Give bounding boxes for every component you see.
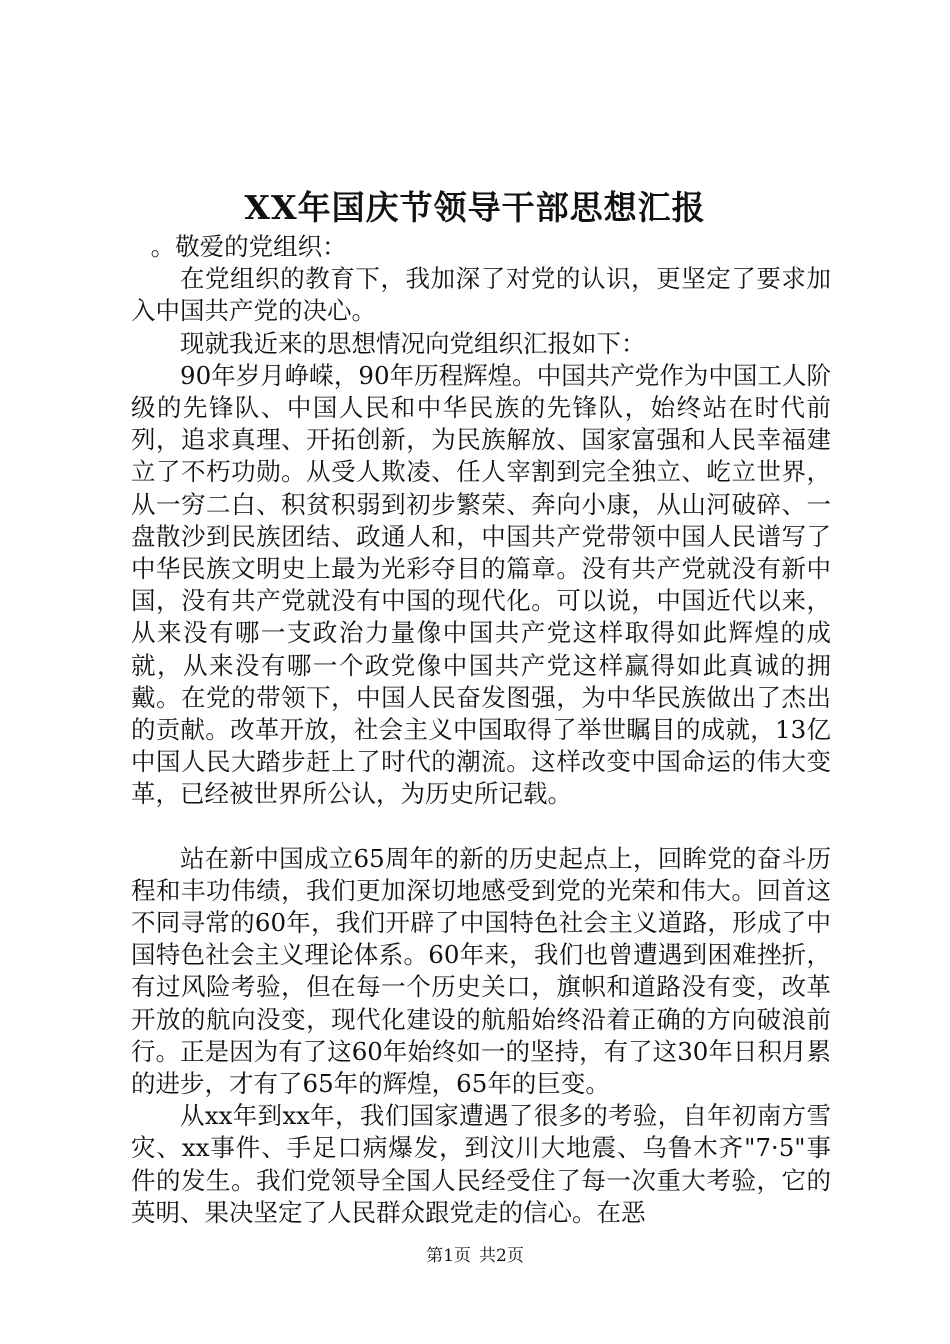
page-footer (0, 1245, 950, 1267)
paragraph-1: 在党组织的教育下，我加深了对党的认识，更坚定了要求加入中国共产党的决心。 (131, 264, 831, 326)
document-title: XX年国庆节领导干部思想汇报 (244, 188, 706, 227)
page-number: 第1页 (426, 1246, 471, 1266)
paragraph-4: 站在新中国成立65周年的新的历史起点上，回眸党的奋斗历程和丰功伟绩，我们更加深切地感受到党的光荣和伟大。回首这不同寻常的60年，我们开辟了中国特色社会主义道路，形成了中国特色社会主义理论体系。60年来，我们也曾遭遇到困难挫折，有过风险考验，但在每一个历史关口，旗帜和道路没有变，改革开放的航向没变，现代化建设的航船始终沿着正确的方向破浪前行。正是因为有了这60年始终如一的坚持，有了这30年日积月累的进步，才有了65年的辉煌，65年的巨变。 (131, 843, 831, 1099)
paragraph-5: 从xx年到xx年，我们国家遭遇了很多的考验，自年初南方雪灾、xx事件、手足口病爆发，到汶川大地震、乌鲁木齐"7·5"事件的发生。我们党领导全国人民经受住了每一次重大考验，它的英明、果决坚定了人民群众跟党走的信心。在恶 (131, 1101, 831, 1227)
paragraph-2: 现就我近来的思想情况向党组织汇报如下： (180, 328, 646, 358)
document-body (131, 231, 831, 1229)
page-total: 共2页 (479, 1246, 524, 1266)
paragraph-3: 90年岁月峥嵘，90年历程辉煌。中国共产党作为中国工人阶级的先锋队、中国人民和中华民族的先锋队，始终站在时代前列，追求真理、开拓创新，为民族解放、国家富强和人民幸福建立了不朽功勋。从受人欺凌、任人宰割到完全独立、屹立世界，从一穷二白、积贫积弱到初步繁荣、奔向小康，从山河破碎、一盘散沙到民族团结、政通人和，中国共产党带领中国人民谱写了中华民族文明史上最为光彩夺目的篇章。没有共产党就没有新中国，没有共产党就没有中国的现代化。可以说，中国近代以来，从来没有哪一支政治力量像中国共产党这样取得如此辉煌的成就，从来没有哪一个政党像中国共产党这样赢得如此真诚的拥戴。在党的带领下，中国人民奋发图强，为中华民族做出了杰出的贡献。改革开放，社会主义中国取得了举世瞩目的成就，13亿中国人民大踏步赶上了时代的潮流。这样改变中国命运的伟大变革，已经被世界所公认，为历史所记载。 (131, 360, 831, 809)
salutation: 。敬爱的党组织： (150, 232, 347, 261)
